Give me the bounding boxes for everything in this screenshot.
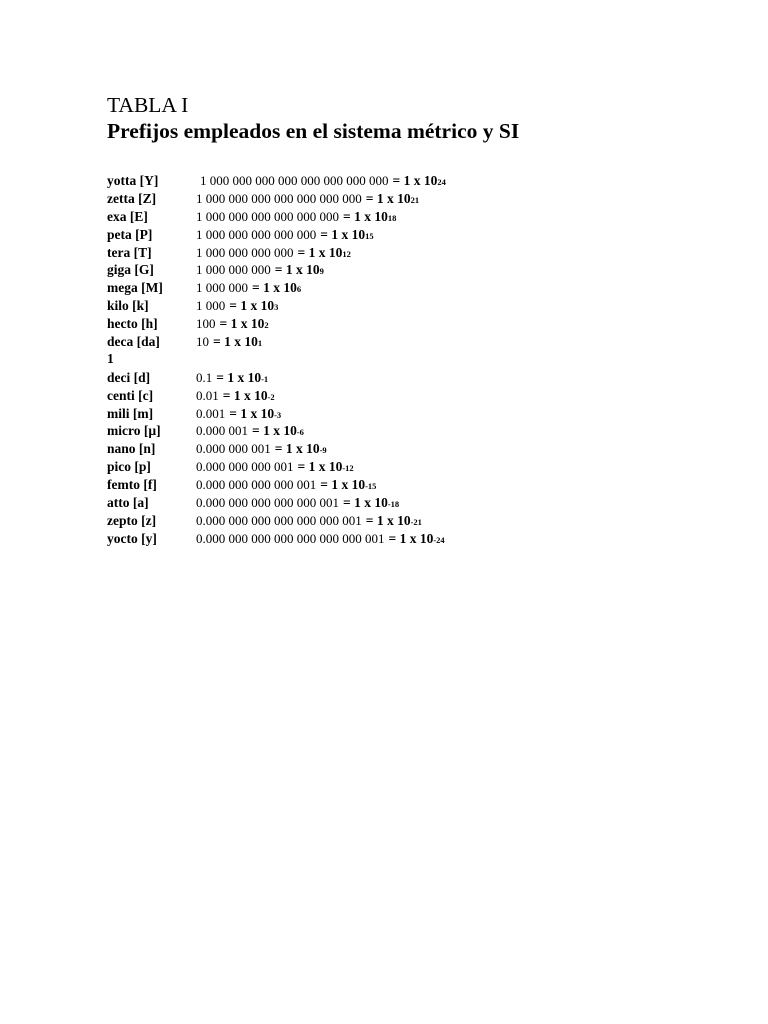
prefix-value: 1 000 000 000 000 000 (196, 226, 317, 242)
prefix-name: zetta [Z] (107, 190, 157, 206)
power-notation: = 1 x 10 (213, 334, 258, 350)
table-row (107, 530, 747, 548)
prefix-value: 1 000 000 000 000 000 000 (196, 208, 339, 224)
prefix-value: 0.000 000 000 000 000 001 (196, 495, 339, 511)
table-row (107, 315, 747, 333)
power-notation: = 1 x 10 (229, 298, 275, 314)
table-row (107, 172, 747, 190)
prefix-name: atto [a] (107, 495, 149, 511)
exponent: 21 (410, 194, 420, 205)
exponent: -3 (274, 409, 282, 420)
prefix-value: 0.1 (196, 369, 213, 385)
exponent: 24 (437, 177, 446, 187)
prefix-value: 1 000 000 000 000 000 000 000 (196, 190, 362, 206)
prefix-name: deca [da] (107, 334, 160, 350)
table-row (107, 387, 747, 405)
table-row (107, 279, 747, 297)
prefix-name: tera [T] (107, 244, 152, 260)
power-notation: = 1 x 10 (365, 190, 411, 206)
power-notation: = 1 x 10 (365, 512, 411, 528)
exponent: 18 (387, 212, 397, 223)
prefix-value: 0.000 001 (196, 423, 248, 439)
power-notation: = 1 x 10 (219, 316, 265, 332)
prefix-name: centi [c] (107, 387, 154, 403)
prefix-value: 1 000 (196, 298, 226, 314)
prefix-value: 100 (196, 316, 216, 332)
exponent: 6 (296, 284, 302, 295)
prefix-name: pico [p] (107, 459, 151, 475)
prefix-name: mega [M] (107, 280, 163, 296)
table-row (107, 261, 747, 279)
prefix-value: 0.001 (196, 405, 226, 421)
power-notation: = 1 x 10 (388, 530, 434, 546)
prefix-value: 0.000 000 000 001 (196, 459, 294, 475)
table-row (107, 244, 747, 262)
prefix-value: 0.000 000 000 000 000 000 001 (196, 512, 362, 528)
power-notation: = 1 x 10 (320, 477, 366, 493)
exponent: 1 (257, 338, 263, 349)
exponent: 9 (319, 266, 324, 277)
exponent: -6 (296, 427, 304, 438)
table-row (107, 351, 747, 369)
power-notation: = 1 x 10 (222, 387, 268, 403)
prefix-name: exa [E] (107, 208, 148, 224)
table-row (107, 458, 747, 476)
exponent: -24 (433, 534, 445, 545)
prefix-name: yotta [Y] (107, 173, 159, 188)
table-row (107, 369, 747, 387)
power-notation: = 1 x 10 (297, 244, 343, 260)
power-notation: = 1 x 10 (274, 262, 320, 278)
prefix-name: giga [G] (107, 262, 154, 278)
table-row (107, 405, 747, 423)
exponent: 2 (264, 320, 269, 331)
power-notation: = 1 x 10 (229, 405, 275, 421)
exponent: 3 (274, 302, 279, 313)
prefix-name: deci [d] (107, 369, 151, 385)
table-row (107, 512, 747, 530)
power-notation: = 1 x 10 (252, 280, 297, 296)
prefix-value: 1 000 000 000 000 000 000 000 000 (200, 173, 389, 188)
exponent: 12 (342, 248, 351, 259)
page-subtitle: Prefijos empleados en el sistema métrico y SI (107, 119, 520, 143)
prefix-name: kilo [k] (107, 298, 149, 314)
prefix-name: zepto [z] (107, 512, 157, 528)
table-row (107, 190, 747, 208)
prefix-name: mili [m] (107, 405, 154, 421)
prefix-name: hecto [h] (107, 316, 158, 332)
power-notation: = 1 x 10 (252, 423, 297, 439)
table-row (107, 494, 747, 512)
document-page (107, 92, 747, 548)
power-notation: = 1 x 10 (297, 459, 343, 475)
prefix-value: 10 (196, 334, 209, 350)
exponent: -1 (261, 373, 269, 384)
exponent: -18 (387, 499, 400, 510)
prefix-value: 1 000 000 000 (196, 262, 271, 278)
exponent: -12 (342, 463, 354, 474)
exponent: -2 (267, 391, 275, 402)
power-notation: = 1 x 10 (343, 495, 388, 511)
table-row (107, 297, 747, 315)
prefix-table (107, 172, 747, 548)
power-notation: = 1 x 10 (274, 441, 320, 457)
prefix-value: 1 000 000 000 000 (196, 244, 294, 260)
prefix-value: 0.000 000 001 (196, 441, 271, 457)
prefix-value: 0.01 (196, 387, 219, 403)
table-row (107, 226, 747, 244)
power-notation: = 1 x 10 (216, 369, 262, 385)
prefix-name: peta [P] (107, 226, 153, 242)
table-row (107, 422, 747, 440)
power-notation: = 1 x 10 (320, 226, 366, 242)
power-notation: = 1 x 10 (392, 173, 438, 188)
table-row (107, 440, 747, 458)
prefix-value: 1 000 000 (196, 280, 248, 296)
prefix-value: 0.000 000 000 000 001 (196, 477, 317, 493)
table-row (107, 208, 747, 226)
table-row (107, 476, 747, 494)
exponent: -15 (365, 481, 377, 492)
prefix-name: femto [f] (107, 477, 157, 493)
power-notation: = 1 x 10 (343, 208, 388, 224)
table-row (107, 333, 747, 351)
unit-label: 1 (107, 350, 114, 366)
exponent: -9 (319, 445, 327, 456)
page-title: TABLA I (107, 93, 189, 117)
prefix-value: 0.000 000 000 000 000 000 000 001 (196, 530, 385, 546)
prefix-name: nano [n] (107, 441, 156, 457)
exponent: 15 (365, 230, 374, 241)
exponent: -21 (410, 516, 422, 527)
prefix-name: micro [µ] (107, 423, 161, 439)
prefix-name: yocto [y] (107, 530, 157, 546)
